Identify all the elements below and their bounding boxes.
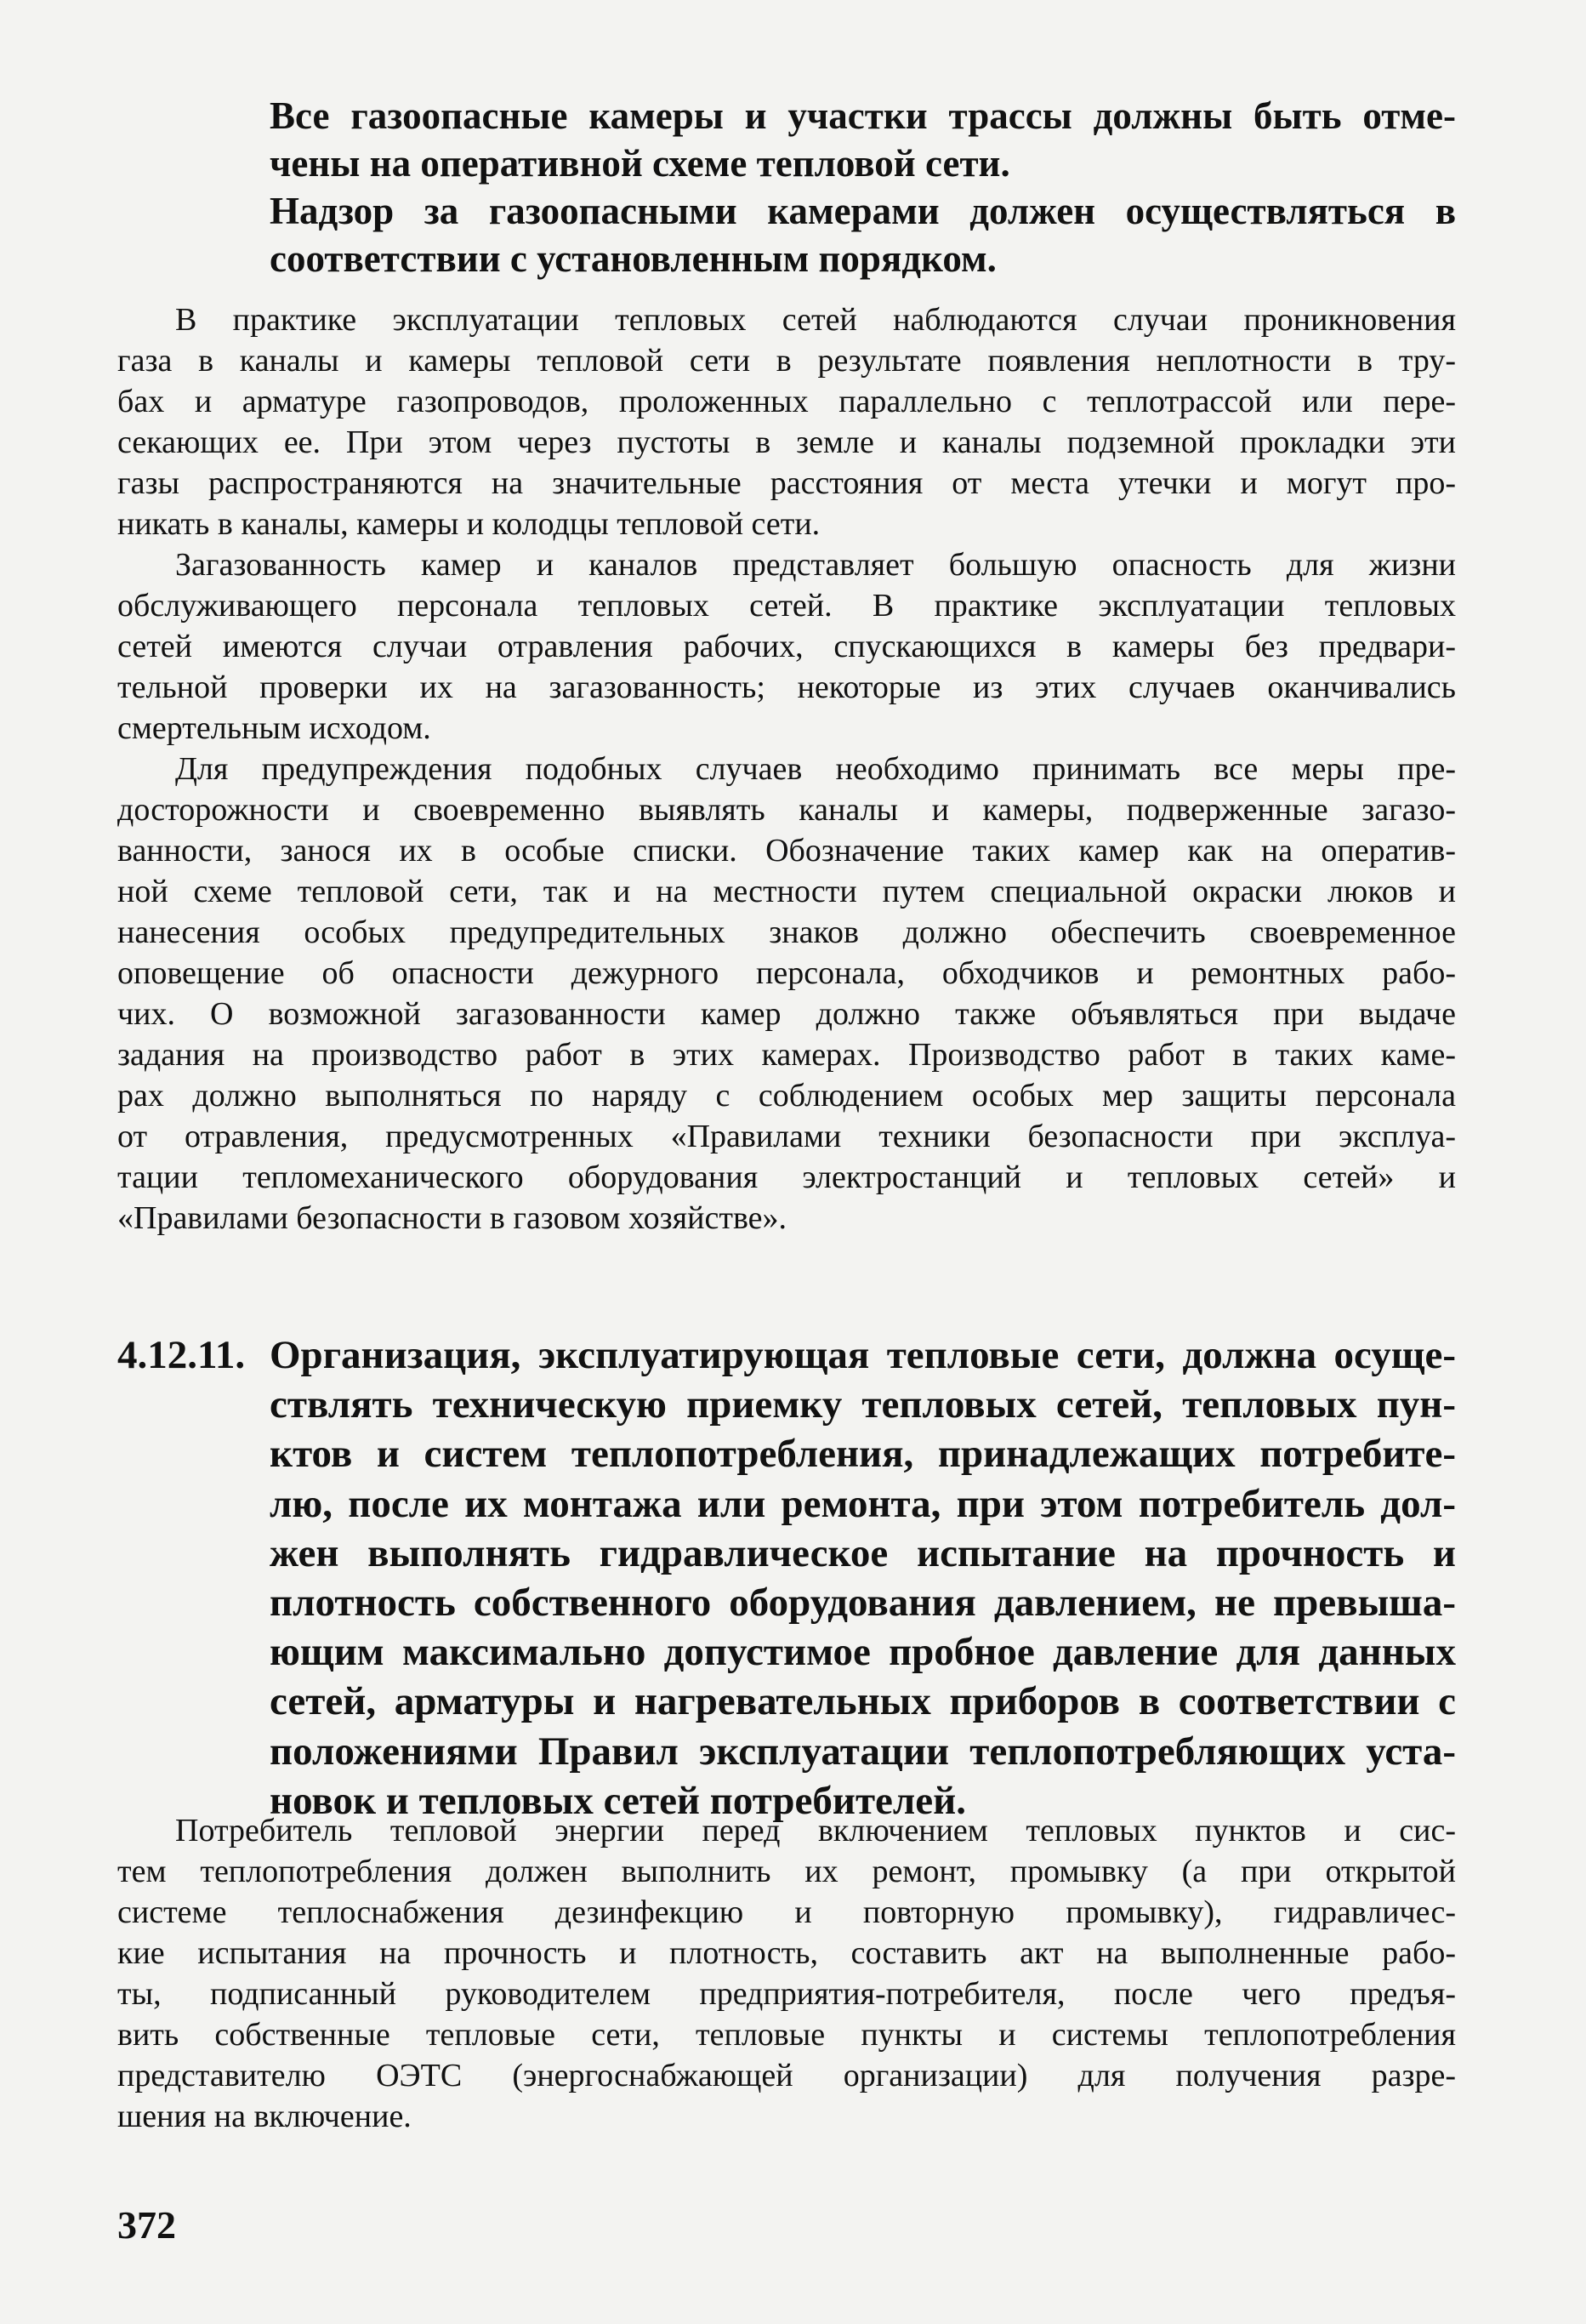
text-line: нанесения особых предупредительных знаков должно обеспечить своевременное	[117, 914, 1456, 950]
text-line: соответствии с установленным порядком.	[270, 237, 997, 280]
text-line: чих. О возможной загазованности камер должно также объявляться при выдаче	[117, 996, 1456, 1032]
text-line: вить собственные тепловые сети, тепловые пункты и системы теплопотребления	[117, 2017, 1456, 2053]
text-line: системе теплоснабжения дезинфекцию и повторную промывку), гидравличес-	[117, 1894, 1456, 1930]
text-line: положениями Правил эксплуатации теплопотребляющих уста-	[270, 1729, 1456, 1774]
text-line: бах и арматуре газопроводов, проложенных параллельно с теплотрассой или пере-	[117, 384, 1456, 419]
text-line: газы распространяются на значительные расстояния от места утечки и могут про-	[117, 465, 1456, 501]
text-line: секающих ее. При этом через пустоты в земле и каналы подземной прокладки эти	[117, 424, 1456, 460]
text-line: от отравления, предусмотренных «Правилами техники безопасности при эксплуа-	[117, 1119, 1456, 1154]
text-line: Организация, эксплуатирующая тепловые сети, должна осуще-	[270, 1333, 1456, 1377]
text-line: смертельным исходом.	[117, 710, 431, 746]
text-line: ктов и систем теплопотребления, принадлежащих потребите-	[270, 1432, 1456, 1477]
text-line: представителю ОЭТС (энергоснабжающей организации) для получения разре-	[117, 2058, 1456, 2093]
text-line: кие испытания на прочность и плотность, составить акт на выполненные рабо-	[117, 1935, 1456, 1971]
bold-statement-block	[270, 92, 1456, 282]
text-line: плотность собственного оборудования давлением, не превыша-	[270, 1581, 1456, 1626]
text-line: сетей, арматуры и нагревательных приборов в соответствии с	[270, 1679, 1456, 1724]
body-paragraphs-1	[117, 299, 1456, 1239]
text-line: новок и тепловых сетей потребителей.	[270, 1778, 966, 1823]
text-line: ющим максимально допустимое пробное давление для данных	[270, 1630, 1456, 1675]
text-line: Все газоопасные камеры и участки трассы должны быть отме-	[270, 94, 1456, 137]
text-line: сетей имеются случаи отравления рабочих, спускающихся в камеры без предвари-	[117, 629, 1456, 664]
text-line: «Правилами безопасности в газовом хозяйстве».	[117, 1200, 787, 1236]
text-line: Для предупреждения подобных случаев необходимо принимать все меры пре-	[175, 751, 1456, 787]
text-line: Надзор за газоопасными камерами должен осуществляться в	[270, 190, 1456, 232]
text-line: Загазованность камер и каналов представляет большую опасность для жизни	[175, 547, 1456, 583]
text-line: рах должно выполняться по наряду с соблюдением особых мер защиты персонала	[117, 1078, 1456, 1114]
text-line: шения на включение.	[117, 2099, 412, 2134]
page-number: 372	[117, 2203, 176, 2247]
text-line: В практике эксплуатации тепловых сетей наблюдаются случаи проникновения	[175, 302, 1456, 338]
body-paragraph-2	[117, 1851, 1456, 2137]
text-line: ной схеме тепловой сети, так и на местности путем специальной окраски люков и	[117, 874, 1456, 909]
text-line: обслуживающего персонала тепловых сетей. В практике эксплуатации тепловых	[117, 588, 1456, 624]
text-line: чены на оперативной схеме тепловой сети.	[270, 142, 1010, 185]
text-line: досторожности и своевременно выявлять каналы и камеры, подверженные загазо-	[117, 792, 1456, 828]
text-line: ты, подписанный руководителем предприятия-потребителя, после чего предъя-	[117, 1976, 1456, 2012]
body-paragraph-2-first-line	[175, 1810, 1456, 1851]
text-line: Потребитель тепловой энергии перед включением тепловых пунктов и сис-	[175, 1813, 1456, 1848]
section-number: 4.12.11.	[117, 1333, 246, 1377]
text-line: ствлять техническую приемку тепловых сетей, тепловых пун-	[270, 1382, 1456, 1427]
text-line: тации тепломеханического оборудования электростанций и тепловых сетей» и	[117, 1159, 1456, 1195]
text-line: лю, после их монтажа или ремонта, при этом потребитель дол-	[270, 1481, 1456, 1526]
text-line: тельной проверки их на загазованность; некоторые из этих случаев оканчивались	[117, 669, 1456, 705]
text-line: тем теплопотребления должен выполнить их ремонт, промывку (а при открытой	[117, 1854, 1456, 1889]
section-statement-block	[270, 1330, 1456, 1826]
text-line: ванности, занося их в особые списки. Обозначение таких камер как на оператив-	[117, 833, 1456, 869]
text-line: задания на производство работ в этих камерах. Производство работ в таких каме-	[117, 1037, 1456, 1073]
text-line: газа в каналы и камеры тепловой сети в результате появления неплотности в тру-	[117, 343, 1456, 379]
text-line: оповещение об опасности дежурного персонала, обходчиков и ремонтных рабо-	[117, 955, 1456, 991]
text-line: никать в каналы, камеры и колодцы тепловой сети.	[117, 506, 821, 542]
text-line: жен выполнять гидравлическое испытание на прочность и	[270, 1530, 1456, 1575]
